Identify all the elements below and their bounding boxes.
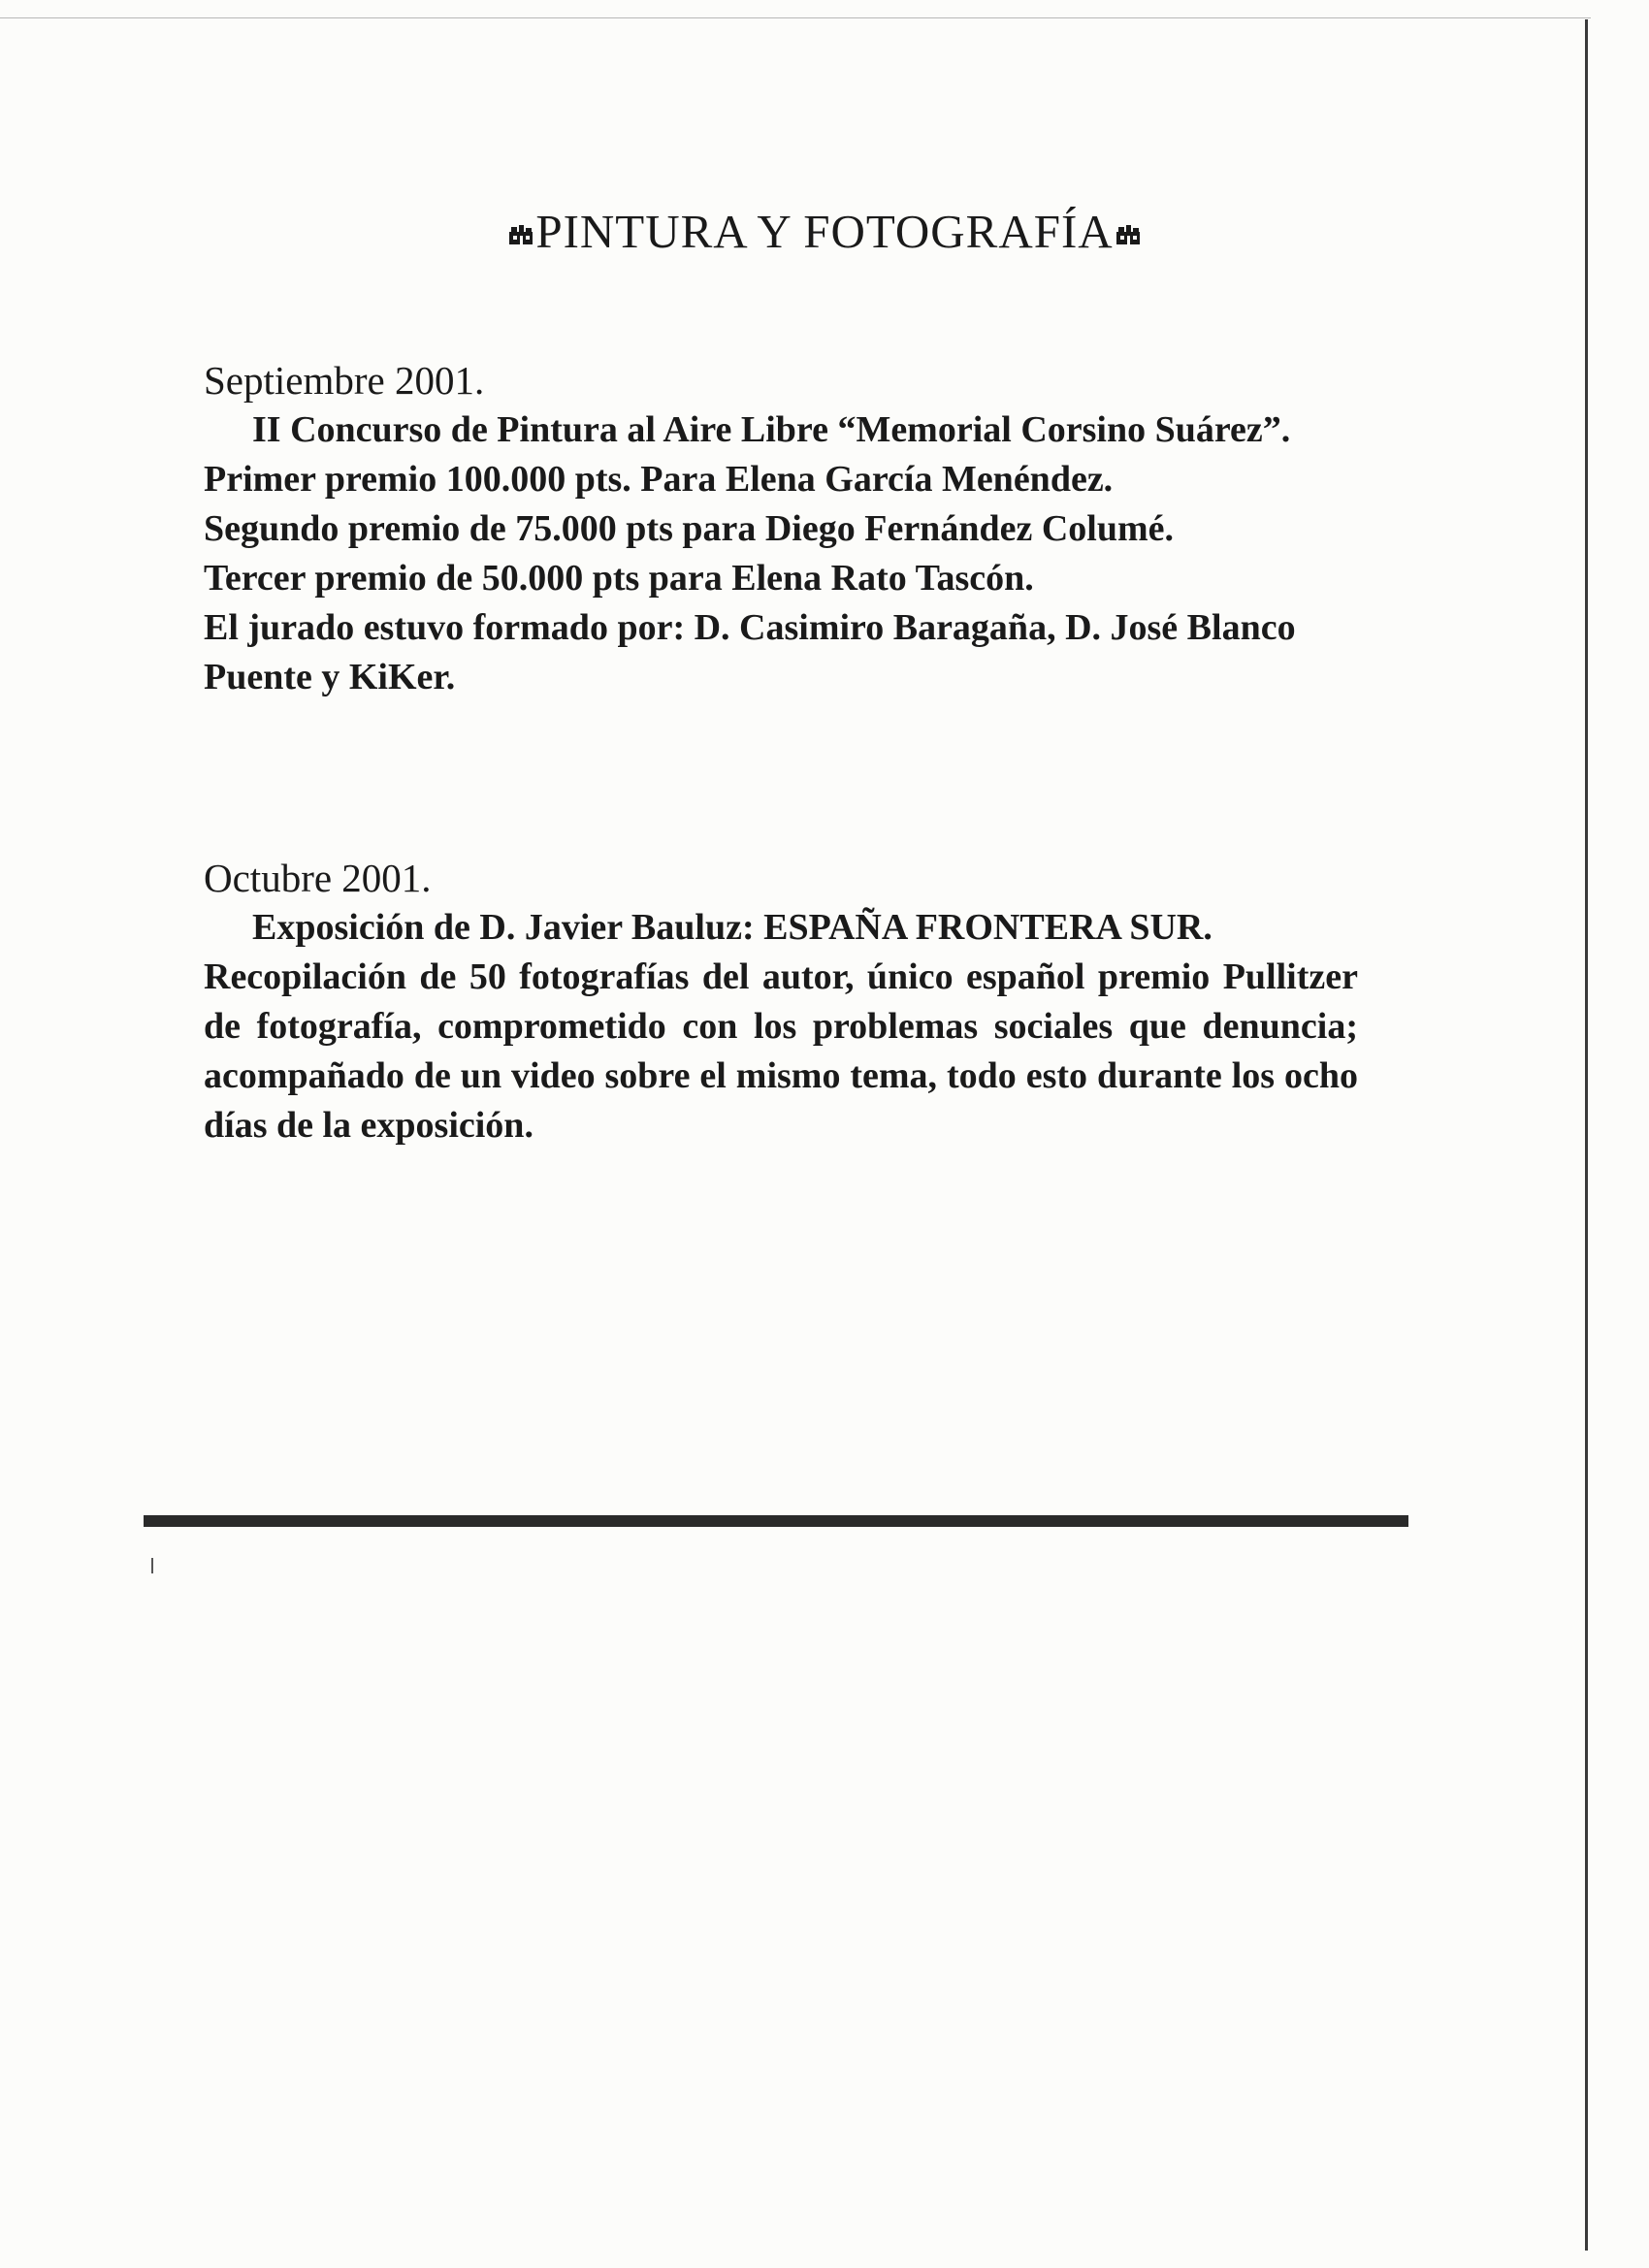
building-ornament-icon xyxy=(1116,224,1141,245)
exhibition-description: Recopilación de 50 fotografías del autor, único español premio Pullitzer de fotografía, comprometido con los problemas sociales que denuncia; acompañado de un video sobre el mismo tema, todo esto durante los ocho días de la exposición. xyxy=(204,956,1358,1146)
section-date: Octubre 2001. xyxy=(204,856,432,900)
section-date: Septiembre 2001. xyxy=(204,358,485,403)
event-title: II Concurso de Pintura al Aire Libre “Memorial Corsino Suárez”. xyxy=(252,409,1291,450)
page-edge-right xyxy=(1585,19,1588,2251)
building-ornament-icon xyxy=(508,224,534,245)
prize-first: Primer premio 100.000 pts. Para Elena García Menéndez. xyxy=(204,459,1114,500)
title-text: PINTURA Y FOTOGRAFÍA xyxy=(535,205,1114,258)
section-september-2001 xyxy=(204,356,1358,702)
page-edge-top xyxy=(0,17,1591,18)
section-october-2001 xyxy=(204,854,1358,1150)
prize-third: Tercer premio de 50.000 pts para Elena Rato Tascón. xyxy=(204,558,1034,599)
prize-second: Segundo premio de 75.000 pts para Diego Fernández Columé. xyxy=(204,508,1174,549)
footer-rule xyxy=(144,1515,1408,1527)
event-title: Exposición de D. Javier Bauluz: ESPAÑA FRONTERA SUR. xyxy=(252,907,1212,948)
scan-mark xyxy=(151,1558,153,1573)
jury-text: El jurado estuvo formado por: D. Casimiro Baragaña, D. José Blanco Puente y KiKer. xyxy=(204,607,1296,697)
page-title xyxy=(0,204,1649,259)
